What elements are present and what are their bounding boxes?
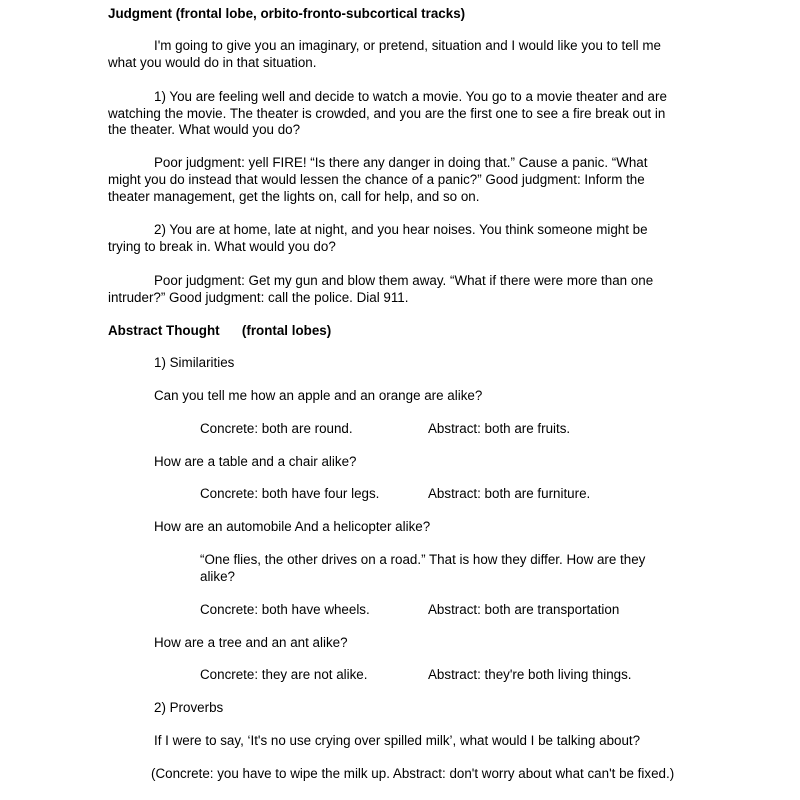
similarities-label: 1) Similarities: [154, 355, 235, 370]
judgment-heading: Judgment (frontal lobe, orbito-fronto-subcortical tracks): [108, 6, 466, 21]
question-proverb: If I were to say, ‘It's no use crying over spilled milk’, what would I be talking about?: [154, 733, 641, 748]
automobile-note-line: alike?: [200, 569, 235, 584]
scenario-2-line: 2) You are at home, late at night, and you hear noises. You think someone might be: [154, 222, 648, 237]
question-apple-orange: Can you tell me how an apple and an orange are alike?: [154, 388, 483, 403]
question-table-chair: How are a table and a chair alike?: [154, 454, 357, 469]
question-automobile-helicopter: How are an automobile And a helicopter alike?: [154, 519, 431, 534]
scenario-2-line: trying to break in. What would you do?: [108, 239, 336, 254]
automobile-concrete-answer: Concrete: both have wheels.: [200, 602, 370, 617]
scenario-2-answer-line: intruder?” Good judgment: call the police. Dial 911.: [108, 290, 409, 305]
scenario-1-line: the theater. What would you do?: [108, 122, 301, 137]
judgment-intro-line: I'm going to give you an imaginary, or pretend, situation and I would like you to tell me: [154, 38, 661, 53]
apple-abstract-answer: Abstract: both are fruits.: [428, 421, 571, 436]
table-concrete-answer: Concrete: both have four legs.: [200, 486, 380, 501]
automobile-note-line: “One flies, the other drives on a road.” That is how they differ. How are they: [200, 552, 646, 567]
proverb-answer: (Concrete: you have to wipe the milk up. Abstract: don't worry about what can't be fixed.): [151, 766, 675, 781]
question-tree-ant: How are a tree and an ant alike?: [154, 635, 348, 650]
tree-concrete-answer: Concrete: they are not alike.: [200, 667, 368, 682]
scenario-1-answer-line: theater management, get the lights on, call for help, and so on.: [108, 189, 480, 204]
tree-abstract-answer: Abstract: they're both living things.: [428, 667, 632, 682]
judgment-intro-line: what you would do in that situation.: [108, 55, 317, 70]
scenario-1-answer-line: Poor judgment: yell FIRE! “Is there any danger in doing that.” Cause a panic. “What: [154, 155, 648, 170]
scenario-1-answer-line: might you do instead that would lessen the chance of a panic?” Good judgment: Inform the: [108, 172, 645, 187]
proverbs-label: 2) Proverbs: [154, 700, 224, 715]
table-abstract-answer: Abstract: both are furniture.: [428, 486, 591, 501]
apple-concrete-answer: Concrete: both are round.: [200, 421, 353, 436]
scenario-2-answer-line: Poor judgment: Get my gun and blow them away. “What if there were more than one: [154, 273, 654, 288]
abstract-heading: Abstract Thought (frontal lobes): [108, 323, 332, 338]
scenario-1-line: 1) You are feeling well and decide to watch a movie. You go to a movie theater and are: [154, 89, 667, 104]
scenario-1-line: watching the movie. The theater is crowded, and you are the first one to see a fire break out in: [108, 106, 666, 121]
automobile-abstract-answer: Abstract: both are transportation: [428, 602, 620, 617]
